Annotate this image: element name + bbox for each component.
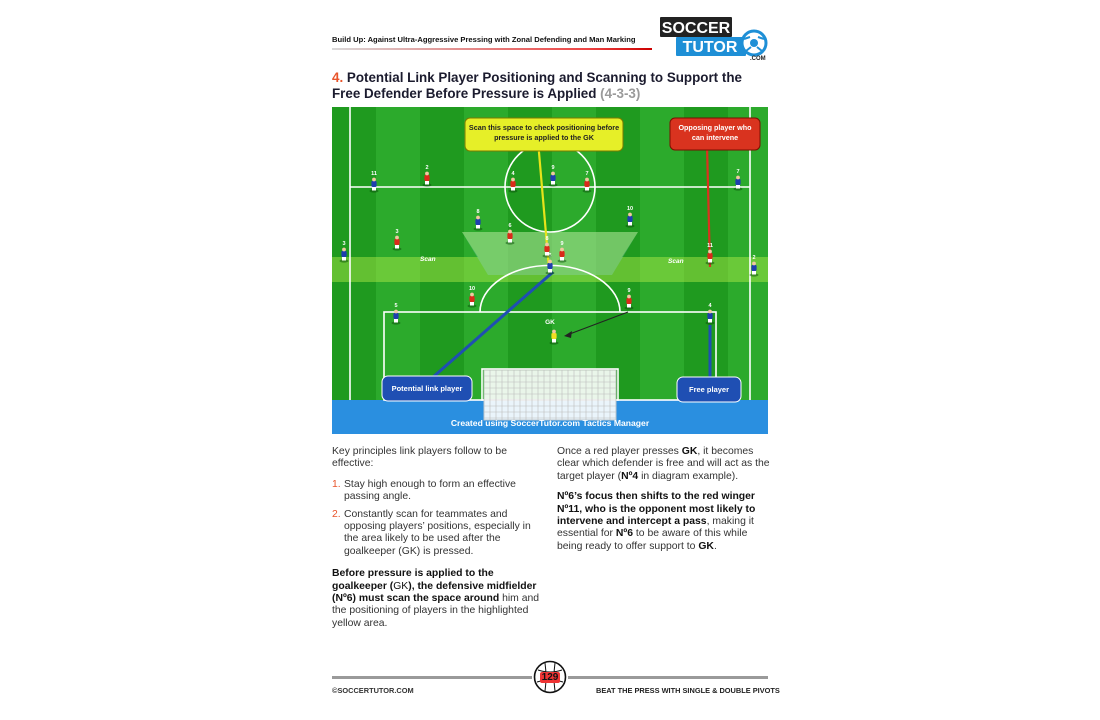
list-item: 1. Stay high enough to form an effective passing angle. xyxy=(332,478,516,503)
svg-text:Free player: Free player xyxy=(688,385,730,394)
player-number: 5 xyxy=(394,303,398,309)
player-number: 8 xyxy=(476,209,480,215)
footer-book-title: BEAT THE PRESS WITH SINGLE & DOUBLE PIVOTS xyxy=(596,686,780,695)
svg-text:Potential link player: Potential link player xyxy=(391,384,463,393)
header-rule xyxy=(332,48,652,50)
svg-text:SOCCER: SOCCER xyxy=(661,20,731,37)
left-column xyxy=(332,446,542,630)
player-number: 7 xyxy=(736,169,740,175)
scan-label-right: Scan xyxy=(668,258,684,265)
gk-label: GK xyxy=(545,319,555,326)
player-number: 10 xyxy=(468,286,476,292)
page-number: 129 xyxy=(541,672,559,683)
player-number: 3 xyxy=(395,229,399,235)
player-number: 3 xyxy=(342,241,346,247)
diagram-credit: Created using SoccerTutor.com Tactics Manager xyxy=(450,418,650,428)
intro-text: Key principles link players follow to be effective: xyxy=(332,446,507,470)
player-number: 6 xyxy=(508,223,512,229)
svg-text:.COM: .COM xyxy=(750,56,766,61)
scan-label-left: Scan xyxy=(420,256,436,263)
footer-rule-left xyxy=(332,676,532,679)
pressure-paragraph: Once a red player presses GK, it becomes clear which defender is free and will act as the target player (Nº4 in diagram example). xyxy=(557,446,770,482)
footer-copyright: ©SOCCERTUTOR.COM xyxy=(332,686,414,695)
player-number: 9 xyxy=(551,165,555,171)
list-item: 2. Constantly scan for teammates and opposing players’ positions, especially in the area likely to be used after the goalkeeper (GK) is pressed. xyxy=(332,508,531,557)
right-column xyxy=(557,446,771,553)
player-number: 11 xyxy=(371,171,377,177)
player-number: 9 xyxy=(627,288,631,294)
player-number: 2 xyxy=(752,255,756,261)
player-number: 9 xyxy=(560,241,564,247)
scan-paragraph: Before pressure is applied to the goalkeeper (GK), the defensive midfielder (Nº6) must scan the space around him and the positioning of players in the highlighted yellow area. xyxy=(332,568,540,629)
player-number: 8 xyxy=(545,236,549,242)
link-player-label xyxy=(382,376,472,401)
focus-paragraph: Nº6’s focus then shifts to the red winger Nº11, who is the opponent most likely to intervene and intercept a pass, making it essential for Nº6 to be aware of this while being ready to offer support to GK. xyxy=(557,491,756,552)
player-number: 4 xyxy=(511,171,515,177)
opposing-player-callout: Opposing player who can intervene xyxy=(670,118,760,150)
principles-list xyxy=(332,479,542,558)
soccertutor-logo xyxy=(658,17,770,61)
player-number: 2 xyxy=(425,165,429,171)
player-number: 7 xyxy=(585,171,589,177)
scan-space-callout: Scan this space to check positioning before pressure is applied to the GK xyxy=(465,118,623,151)
player-number: 10 xyxy=(626,206,634,212)
goal-net xyxy=(484,370,616,420)
tactics-diagram xyxy=(332,107,768,434)
section-title: 4. Potential Link Player Positioning and Scanning to Support the Free Defender Before Pressure is Applied (4-3-3) xyxy=(332,70,742,101)
player-number: 4 xyxy=(708,303,712,309)
footer-rule-right xyxy=(568,676,768,679)
running-header: Build Up: Against Ultra-Aggressive Pressing with Zonal Defending and Man Marking xyxy=(332,35,636,44)
svg-text:TUTOR: TUTOR xyxy=(682,39,738,56)
free-player-label xyxy=(677,377,741,402)
player-number: 11 xyxy=(707,243,713,249)
